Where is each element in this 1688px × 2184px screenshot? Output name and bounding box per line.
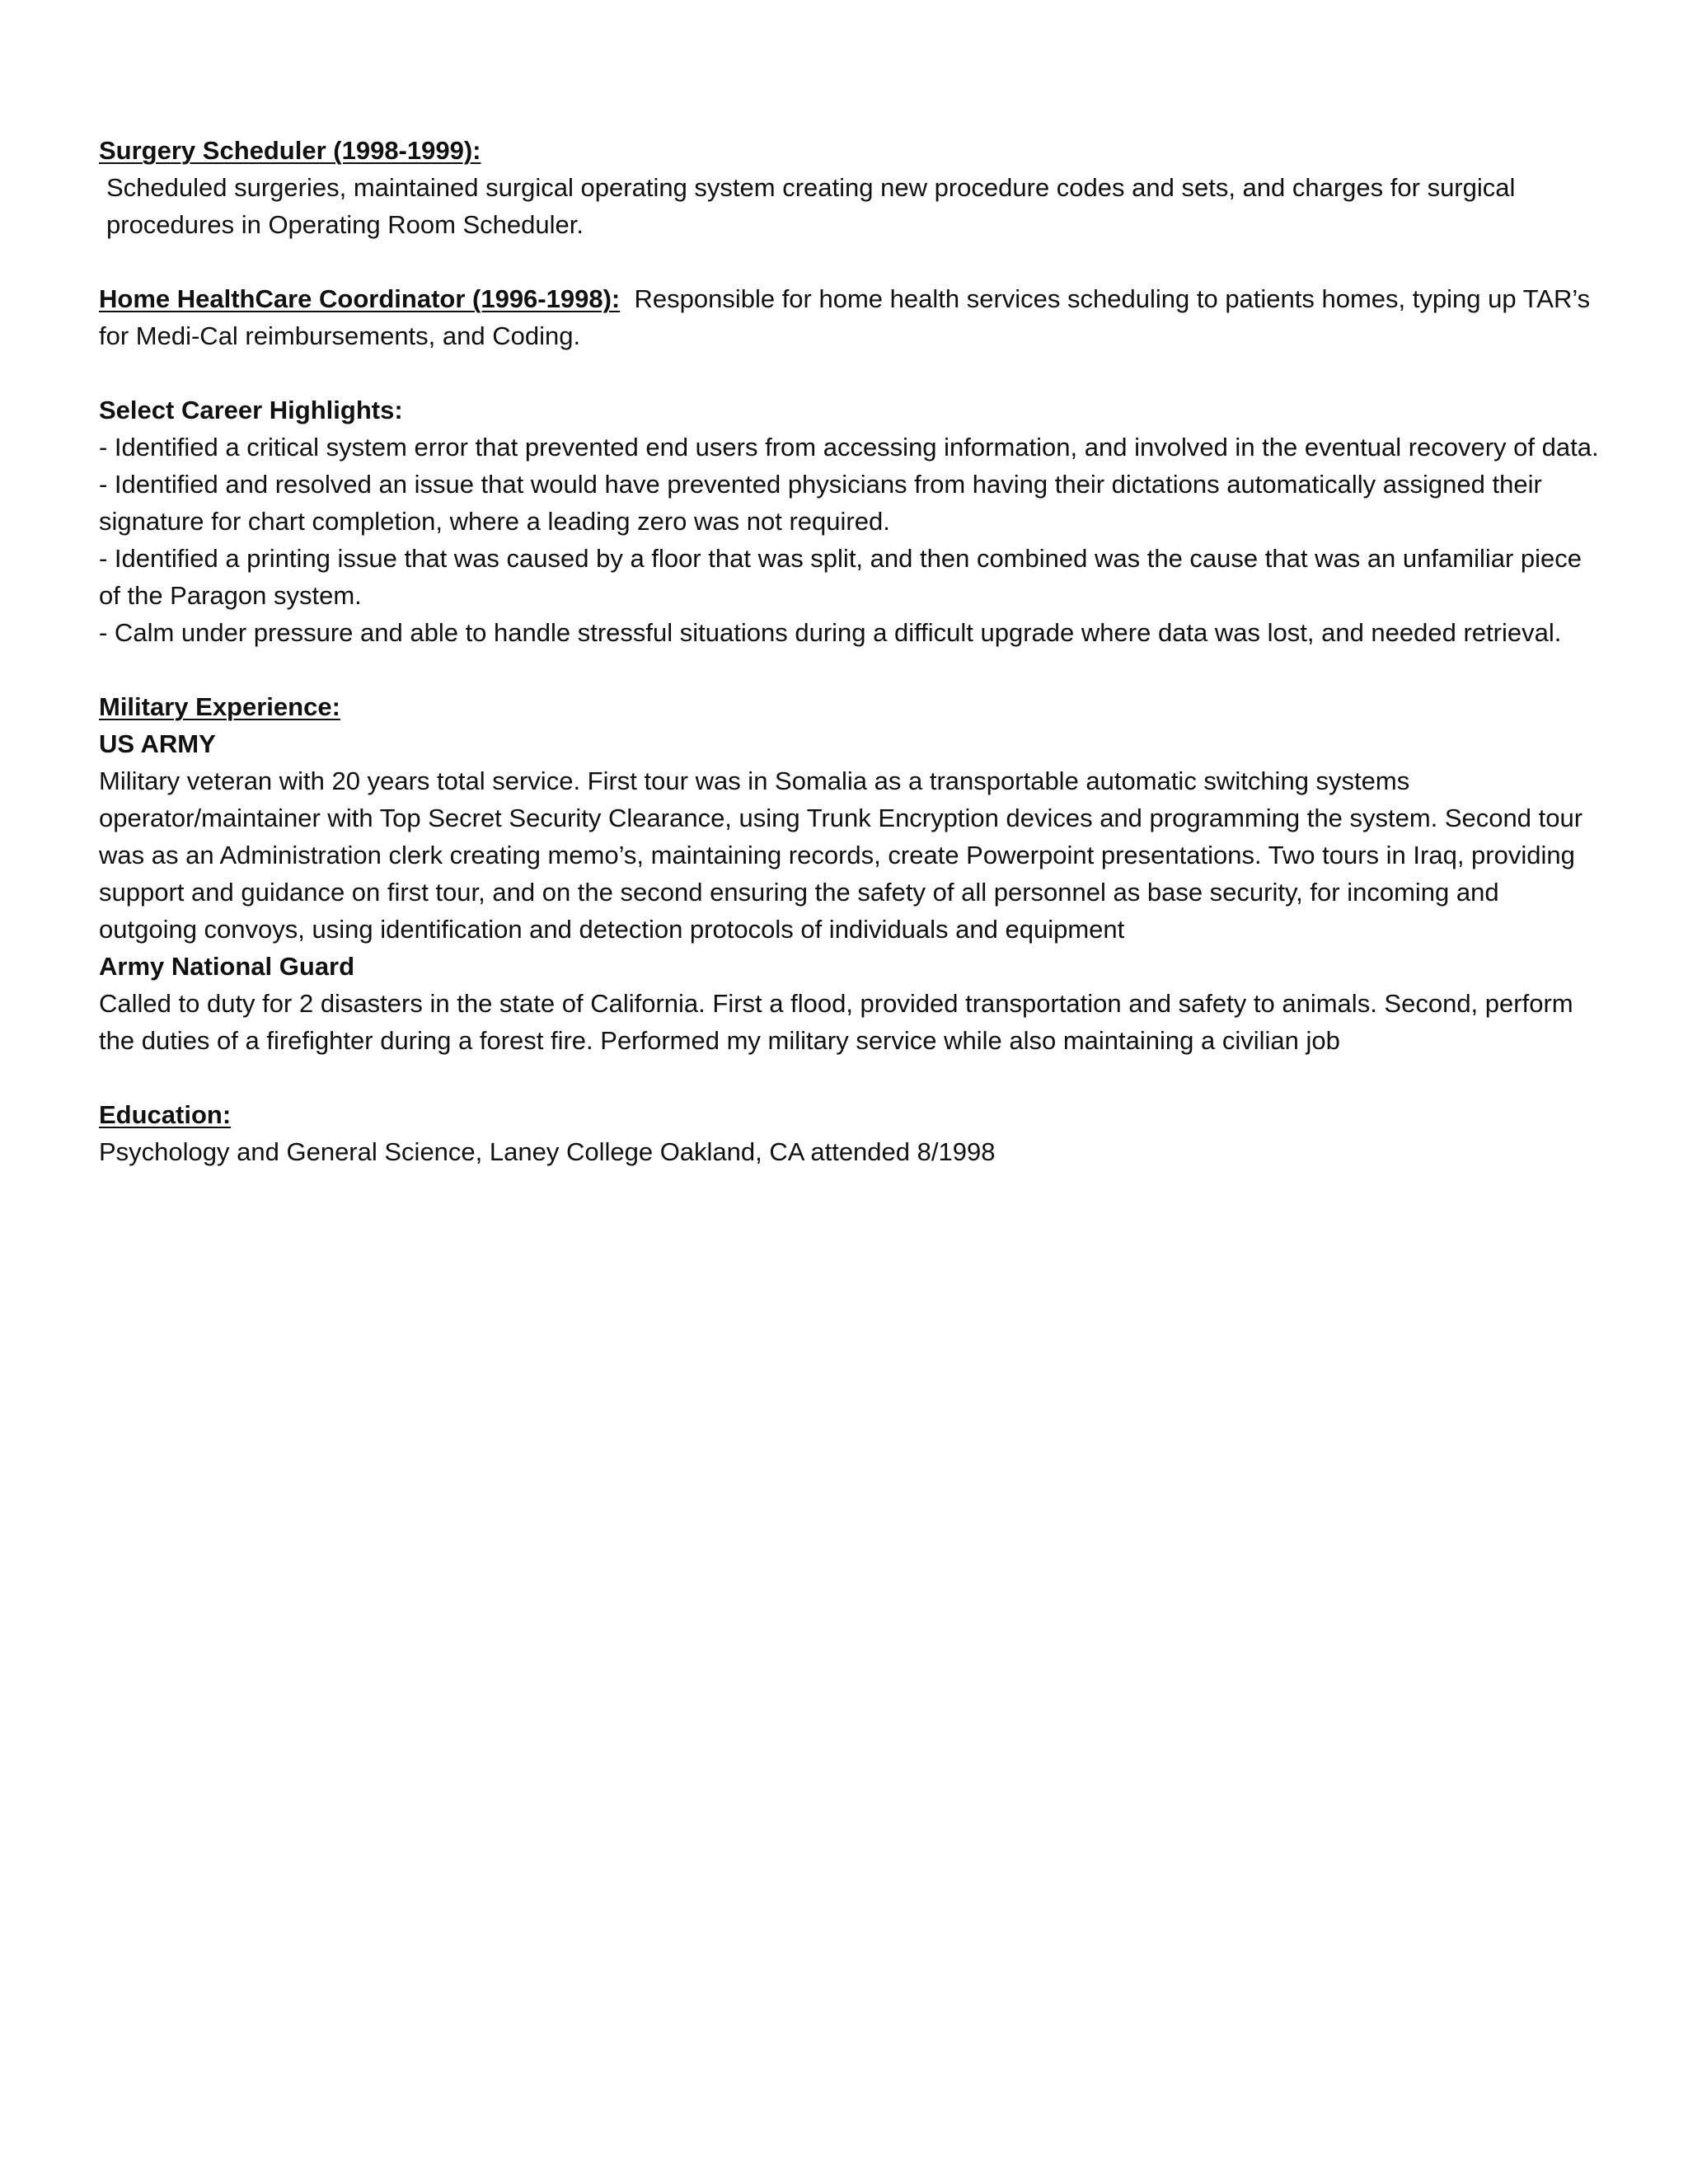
military-experience-section	[99, 688, 1599, 1059]
surgery-scheduler-section	[99, 132, 1599, 243]
home-healthcare-section	[99, 280, 1599, 354]
spacer	[99, 651, 1599, 688]
career-highlight-item: - Identified a printing issue that was caused by a floor that was split, and then combined was the cause that was an unfamiliar piece of the Paragon system.	[99, 544, 1582, 610]
resume-page	[99, 132, 1599, 1170]
career-highlight-item: - Identified a critical system error that prevented end users from accessing information, and involved in the eventual recovery of data.	[99, 433, 1599, 462]
spacer	[99, 243, 1599, 280]
surgery-scheduler-heading: Surgery Scheduler (1998-1999):	[99, 136, 481, 165]
career-highlight-item: - Calm under pressure and able to handle stressful situations during a difficult upgrade where data was lost, and needed retrieval.	[99, 618, 1562, 647]
us-army-title: US ARMY	[99, 729, 216, 758]
career-highlight-item: - Identified and resolved an issue that would have prevented physicians from having their dictations automatically assigned their signature for chart completion, where a leading zero was not required.	[99, 470, 1542, 536]
education-description: Psychology and General Science, Laney College Oakland, CA attended 8/1998	[99, 1137, 996, 1166]
home-healthcare-heading: Home HealthCare Coordinator (1996-1998):	[99, 284, 621, 313]
home-healthcare-paragraph	[99, 280, 1599, 354]
spacer	[99, 354, 1599, 391]
surgery-scheduler-description: Scheduled surgeries, maintained surgical operating system creating new procedure codes and sets, and charges for surgical procedures in Operating Room Scheduler.	[106, 173, 1516, 239]
national-guard-description: Called to duty for 2 disasters in the state of California. First a flood, provided transportation and safety to animals. Second, perform the duties of a firefighter during a forest fire. Performed my military service while also maintaining a civilian job	[99, 989, 1573, 1055]
career-highlights-heading: Select Career Highlights:	[99, 396, 403, 424]
us-army-description: Military veteran with 20 years total service. First tour was in Somalia as a transportable automatic switching systems operator/maintainer with Top Secret Security Clearance, using Trunk Encryption devices and programming the system. Second tour was as an Administration clerk creating memo’s, maintaining records, create Powerpoint presentations. Two tours in Iraq, providing support and guidance on first tour, and on the second ensuring the safety of all personnel as base security, for incoming and outgoing convoys, using identification and detection protocols of individuals and equipment	[99, 766, 1583, 944]
national-guard-title: Army National Guard	[99, 952, 355, 981]
education-heading: Education:	[99, 1100, 232, 1129]
military-experience-heading: Military Experience:	[99, 692, 340, 721]
career-highlights-section	[99, 391, 1599, 651]
home-healthcare-description: Responsible for home health services scheduling to patients homes, typing up TAR’s for Medi-Cal reimbursements, and Coding.	[99, 284, 1591, 350]
spacer	[99, 1059, 1599, 1096]
education-section	[99, 1096, 1599, 1170]
